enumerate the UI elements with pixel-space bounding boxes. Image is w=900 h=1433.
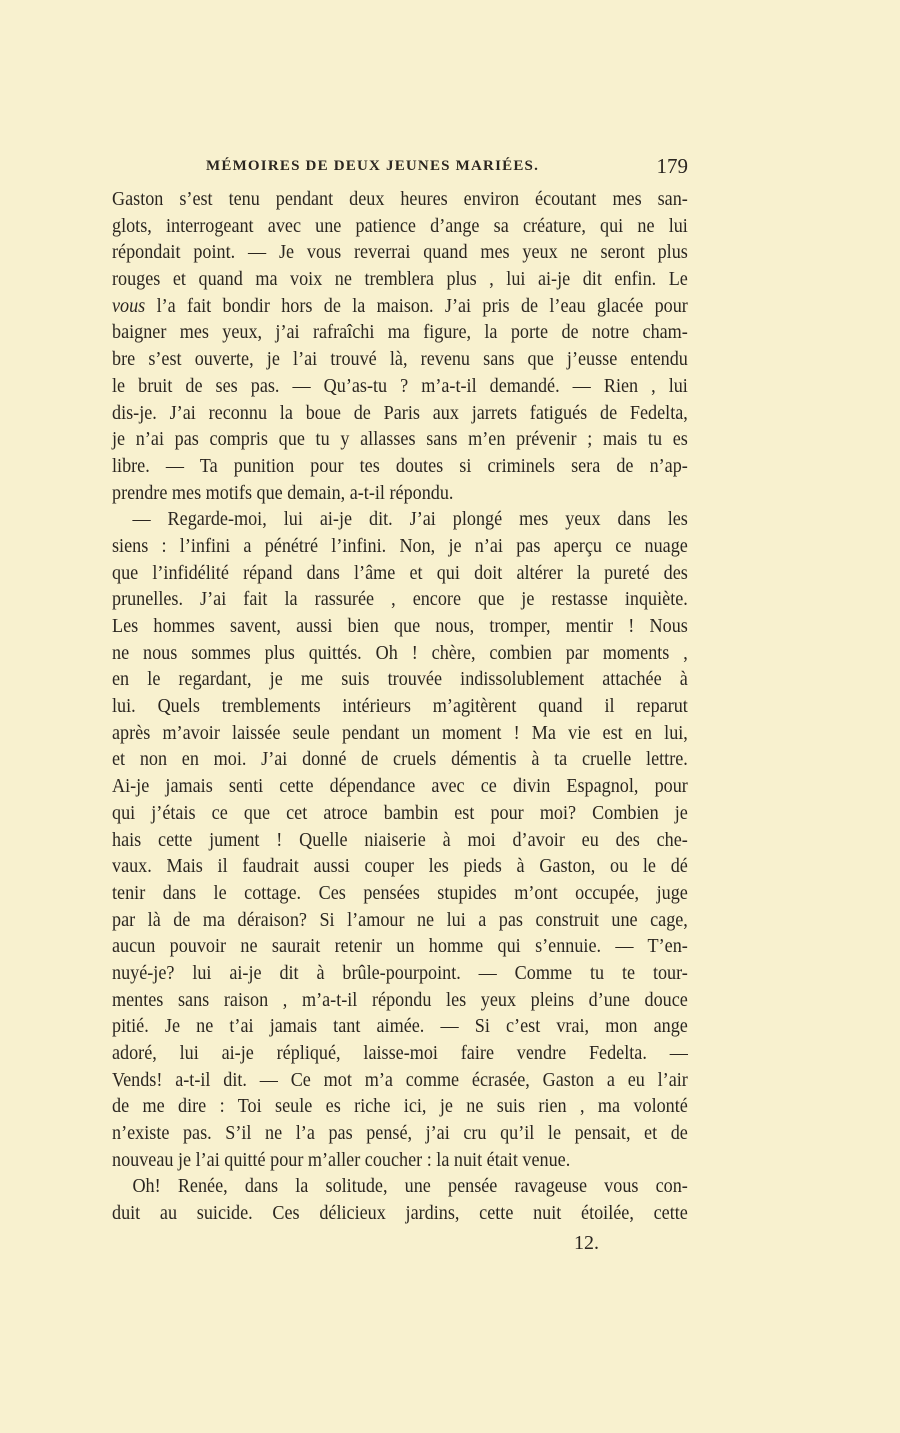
text-line	[112, 801, 688, 828]
line-text: répondait point. — Je vous reverrai quand mes yeux ne seront plus	[112, 242, 688, 264]
line-text: de me dire : Toi seule es riche ici, je ne suis rien , ma volonté	[112, 1096, 688, 1118]
text-line	[112, 481, 688, 508]
line-text: en le regardant, je me suis trouvée indissolublement attachée à	[112, 669, 688, 691]
text-line	[112, 1174, 688, 1201]
body-text	[112, 187, 688, 1228]
line-text: vaux. Mais il faudrait aussi couper les pieds à Gaston, ou le dé	[112, 856, 688, 878]
line-text: qui j’étais ce que cet atroce bambin est pour moi? Combien je	[112, 802, 688, 824]
text-line	[112, 1041, 688, 1068]
line-text: n’existe pas. S’il ne l’a pas pensé, j’ai cru qu’il le pensait, et de	[112, 1123, 688, 1145]
line-text: Ai-je jamais senti cette dépendance avec ce divin Espagnol, pour	[112, 776, 688, 798]
text-line	[112, 988, 688, 1015]
text-line	[112, 854, 688, 881]
line-text: après m’avoir laissée seule pendant un moment ! Ma vie est en lui,	[112, 722, 688, 744]
text-line	[112, 961, 688, 988]
line-text: que l’infidélité répand dans l’âme et qui doit altérer la pureté des	[112, 562, 688, 584]
text-line	[112, 1121, 688, 1148]
text-line	[112, 267, 688, 294]
line-text: nouveau je l’ai quitté pour m’aller coucher : la nuit était venue.	[112, 1149, 571, 1171]
text-line	[112, 320, 688, 347]
line-text: le bruit de ses pas. — Qu’as-tu ? m’a-t-il demandé. — Rien , lui	[112, 375, 688, 397]
line-text: rouges et quand ma voix ne tremblera plus , lui ai-je dit enfin. Le	[112, 269, 688, 291]
text-line	[112, 1148, 688, 1175]
line-text: aucun pouvoir ne saurait retenir un homme qui s’ennuie. — T’en-	[112, 936, 688, 958]
text-line	[112, 240, 688, 267]
line-text: par là de ma déraison? Si l’amour ne lui a pas construit une cage,	[112, 909, 688, 931]
text-line	[112, 667, 688, 694]
line-text: Gaston s’est tenu pendant deux heures environ écoutant mes san-	[112, 189, 688, 210]
line-text: je n’ai pas compris que tu y allasses sans m’en prévenir ; mais tu es	[112, 429, 688, 451]
text-line	[112, 774, 688, 801]
line-text: bre s’est ouverte, je l’ai trouvé là, revenu sans que j’eusse entendu	[112, 349, 688, 371]
line-text: Oh! Renée, dans la solitude, une pensée ravageuse vous con-	[132, 1176, 688, 1198]
line-text: dis-je. J’ai reconnu la boue de Paris aux jarrets fatigués de Fedelta,	[112, 402, 688, 424]
page-number: 179	[656, 154, 688, 178]
line-text: adoré, lui ai-je répliqué, laisse-moi faire vendre Fedelta. —	[112, 1043, 688, 1064]
line-text: glots, interrogeant avec une patience d’ange sa créature, qui ne lui	[112, 215, 688, 237]
text-line	[112, 721, 688, 748]
text-line	[112, 534, 688, 561]
text-line	[112, 1014, 688, 1041]
line-text: pitié. Je ne t’ai jamais tant aimée. — Si c’est vrai, mon ange	[112, 1016, 688, 1038]
running-title: MÉMOIRES DE DEUX JEUNES MARIÉES.	[206, 158, 540, 174]
text-line	[112, 374, 688, 401]
text-line	[112, 828, 688, 855]
text-line	[112, 641, 688, 668]
line-text: siens : l’infini a pénétré l’infini. Non, je n’ai pas aperçu ce nuage	[112, 535, 688, 557]
running-header	[206, 156, 688, 182]
text-line	[112, 347, 688, 374]
text-line	[112, 401, 688, 428]
text-line	[112, 561, 688, 588]
line-text: — Regarde-moi, lui ai-je dit. J’ai plongé mes yeux dans les	[132, 509, 688, 531]
text-line	[112, 908, 688, 935]
text-line	[112, 694, 688, 721]
text-line	[112, 587, 688, 614]
text-line	[112, 747, 688, 774]
line-text: l’a fait bondir hors de la maison. J’ai pris de l’eau glacée pour	[145, 295, 688, 317]
line-text: Vends! a-t-il dit. — Ce mot m’a comme écrasée, Gaston a eu l’air	[112, 1069, 688, 1091]
line-text: prendre mes motifs que demain, a-t-il répondu.	[112, 482, 454, 504]
text-line	[112, 881, 688, 908]
line-text: lui. Quels tremblements intérieurs m’agitèrent quand il reparut	[112, 696, 688, 718]
text-line	[112, 934, 688, 961]
text-line	[112, 1201, 688, 1228]
line-text: ne nous sommes plus quittés. Oh ! chère, combien par moments ,	[112, 642, 688, 664]
text-line	[112, 1068, 688, 1095]
text-line	[112, 187, 688, 214]
text-line	[112, 294, 688, 321]
line-text: prunelles. J’ai fait la rassurée , encore que je restasse inquiète.	[112, 589, 688, 611]
italic-word: vous	[112, 295, 146, 317]
text-line	[112, 507, 688, 534]
line-text: tenir dans le cottage. Ces pensées stupides m’ont occupée, juge	[112, 882, 688, 904]
text-line	[112, 454, 688, 481]
line-text: nuyé-je? lui ai-je dit à brûle-pourpoint. — Comme tu te tour-	[112, 962, 688, 984]
line-text: libre. — Ta punition pour tes doutes si criminels sera de n’ap-	[112, 455, 688, 477]
signature-mark: 12.	[574, 1232, 599, 1254]
line-text: Les hommes savent, aussi bien que nous, tromper, mentir ! Nous	[112, 616, 688, 637]
text-line	[112, 214, 688, 241]
text-line	[112, 1094, 688, 1121]
line-text: hais cette jument ! Quelle niaiserie à moi d’avoir eu des che-	[112, 829, 688, 851]
line-text: et non en moi. J’ai donné de cruels démentis à ta cruelle lettre.	[112, 749, 688, 771]
text-line	[112, 614, 688, 641]
text-line	[112, 427, 688, 454]
line-text: baigner mes yeux, j’ai rafraîchi ma figure, la porte de notre cham-	[112, 322, 688, 344]
line-text: mentes sans raison , m’a-t-il répondu les yeux pleins d’une douce	[112, 989, 688, 1011]
line-text: duit au suicide. Ces délicieux jardins, cette nuit étoilée, cette	[112, 1203, 688, 1225]
